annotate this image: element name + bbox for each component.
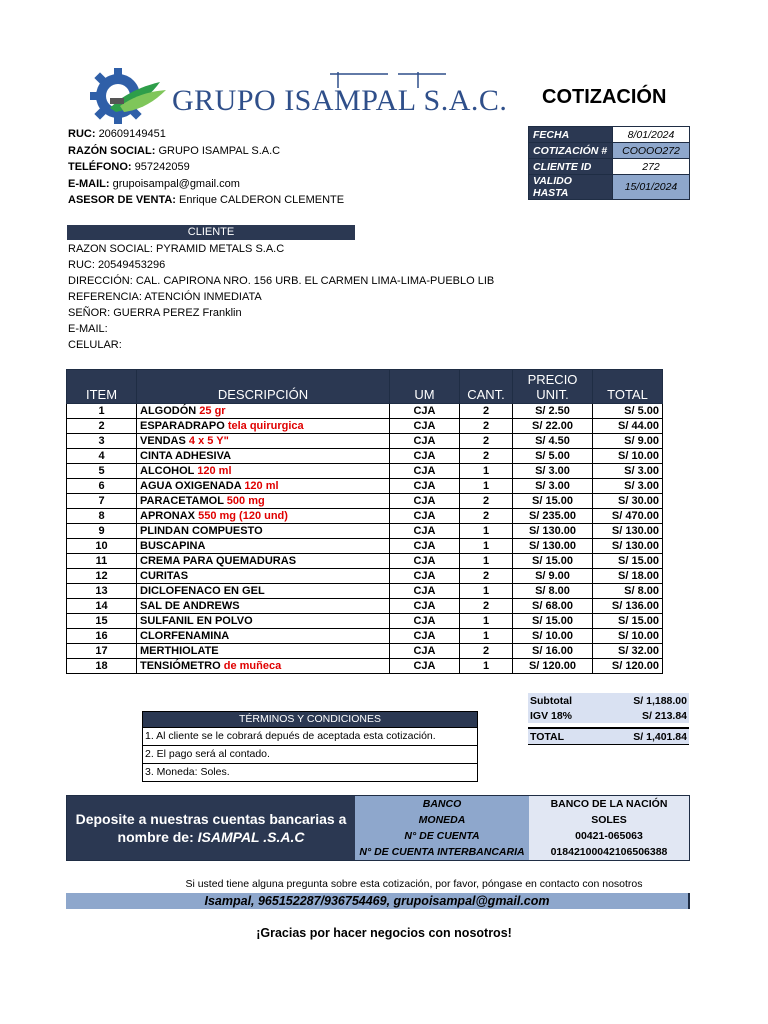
- razon-line: RAZÓN SOCIAL: GRUPO ISAMPAL S.A.C: [68, 144, 281, 157]
- item-cant: 1: [460, 479, 513, 494]
- item-total: S/ 3.00: [593, 464, 663, 479]
- bank-label: N° DE CUENTA INTERBANCARIA: [359, 846, 525, 858]
- item-total: S/ 30.00: [593, 494, 663, 509]
- item-um: CJA: [390, 434, 460, 449]
- item-precio: S/ 3.00: [513, 479, 593, 494]
- item-precio: S/ 3.00: [513, 464, 593, 479]
- item-number: 9: [67, 524, 137, 539]
- item-um: CJA: [390, 509, 460, 524]
- contact-bar: Isampal, 965152287/936754469, grupoisampal@gmail.com: [66, 893, 690, 909]
- table-row: [67, 569, 663, 584]
- item-description: CLORFENAMINA: [137, 629, 390, 644]
- item-um: CJA: [390, 569, 460, 584]
- item-description: DICLOFENACO EN GEL: [137, 584, 390, 599]
- item-number: 17: [67, 644, 137, 659]
- item-cant: 2: [460, 404, 513, 419]
- item-precio: S/ 2.50: [513, 404, 593, 419]
- bank-label: MONEDA: [418, 814, 466, 826]
- item-number: 1: [67, 404, 137, 419]
- client-line: DIRECCIÓN: CAL. CAPIRONA NRO. 156 URB. EL CARMEN LIMA-LIMA-PUEBLO LIB: [68, 275, 495, 287]
- item-number: 2: [67, 419, 137, 434]
- item-total: S/ 9.00: [593, 434, 663, 449]
- item-description: CINTA ADHESIVA: [137, 449, 390, 464]
- item-um: CJA: [390, 494, 460, 509]
- item-total: S/ 3.00: [593, 479, 663, 494]
- item-number: 14: [67, 599, 137, 614]
- meta-row: CLIENTE ID 272: [529, 159, 690, 175]
- item-cant: 2: [460, 644, 513, 659]
- item-um: CJA: [390, 644, 460, 659]
- logo-text: GRUPO ISAMPAL S.A.C.: [172, 84, 508, 117]
- item-description: ESPARADRAPO tela quirurgica: [137, 419, 390, 434]
- company-info: [68, 126, 344, 209]
- gear-logo-icon: [80, 68, 180, 124]
- item-description: CREMA PARA QUEMADURAS: [137, 554, 390, 569]
- item-total: S/ 10.00: [593, 629, 663, 644]
- item-um: CJA: [390, 629, 460, 644]
- item-precio: S/ 68.00: [513, 599, 593, 614]
- item-description: CURITAS: [137, 569, 390, 584]
- item-um: CJA: [390, 449, 460, 464]
- subtotal-row: Subtotal S/ 1,188.00: [530, 694, 687, 707]
- document-title: COTIZACIÓN: [542, 86, 667, 108]
- item-precio: S/ 22.00: [513, 419, 593, 434]
- table-row: [67, 509, 663, 524]
- item-total: S/ 10.00: [593, 449, 663, 464]
- item-total: S/ 120.00: [593, 659, 663, 674]
- item-total: S/ 32.00: [593, 644, 663, 659]
- meta-row: FECHA 8/01/2024: [529, 127, 690, 143]
- item-number: 12: [67, 569, 137, 584]
- item-total: S/ 8.00: [593, 584, 663, 599]
- item-description: AGUA OXIGENADA 120 ml: [137, 479, 390, 494]
- table-row: [67, 464, 663, 479]
- item-description: SULFANIL EN POLVO: [137, 614, 390, 629]
- item-cant: 2: [460, 434, 513, 449]
- ruc-line: RUC: 20609149451: [68, 128, 166, 140]
- bank-label: BANCO: [422, 798, 462, 810]
- item-description: ALGODÓN 25 gr: [137, 404, 390, 419]
- item-um: CJA: [390, 539, 460, 554]
- table-row: [67, 644, 663, 659]
- item-cant: 2: [460, 449, 513, 464]
- item-um: CJA: [390, 419, 460, 434]
- terms-box: [142, 711, 478, 782]
- item-number: 10: [67, 539, 137, 554]
- item-total: S/ 15.00: [593, 614, 663, 629]
- item-number: 6: [67, 479, 137, 494]
- col-um: UM: [390, 370, 460, 404]
- item-cant: 2: [460, 509, 513, 524]
- client-line: RAZON SOCIAL: PYRAMID METALS S.A.C: [68, 243, 285, 255]
- item-cant: 2: [460, 419, 513, 434]
- item-cant: 1: [460, 629, 513, 644]
- item-description: APRONAX 550 mg (120 und): [137, 509, 390, 524]
- bank-values: [529, 796, 689, 860]
- asesor-line: ASESOR DE VENTA: Enrique CALDERON CLEMENTE: [68, 194, 345, 206]
- item-precio: S/ 4.50: [513, 434, 593, 449]
- item-precio: S/ 10.00: [513, 629, 593, 644]
- table-row: [67, 524, 663, 539]
- item-cant: 2: [460, 599, 513, 614]
- item-um: CJA: [390, 404, 460, 419]
- email-line: E-MAIL: grupoisampal@gmail.com: [68, 177, 240, 190]
- igv-row: IGV 18% S/ 213.84: [530, 709, 687, 722]
- item-um: CJA: [390, 599, 460, 614]
- item-total: S/ 130.00: [593, 539, 663, 554]
- item-number: 3: [67, 434, 137, 449]
- item-number: 16: [67, 629, 137, 644]
- item-cant: 1: [460, 464, 513, 479]
- item-precio: S/ 15.00: [513, 554, 593, 569]
- items-table: [66, 369, 663, 674]
- item-description: TENSIÓMETRO de muñeca: [137, 659, 390, 674]
- item-precio: S/ 15.00: [513, 614, 593, 629]
- table-row: [67, 584, 663, 599]
- item-precio: S/ 120.00: [513, 659, 593, 674]
- item-cant: 2: [460, 494, 513, 509]
- item-precio: S/ 5.00: [513, 449, 593, 464]
- item-number: 13: [67, 584, 137, 599]
- item-total: S/ 130.00: [593, 524, 663, 539]
- table-row: [67, 419, 663, 434]
- item-um: CJA: [390, 584, 460, 599]
- meta-row: COTIZACIÓN # COOOO272: [529, 143, 690, 159]
- item-cant: 1: [460, 524, 513, 539]
- totals-table: [528, 693, 689, 745]
- item-description: PARACETAMOL 500 mg: [137, 494, 390, 509]
- table-row: [67, 494, 663, 509]
- item-total: S/ 44.00: [593, 419, 663, 434]
- contact-note: Si usted tiene alguna pregunta sobre esta cotización, por favor, póngase en contacto con nosotros: [185, 878, 643, 890]
- item-description: ALCOHOL 120 ml: [137, 464, 390, 479]
- bank-value: 01842100042106506388: [550, 846, 668, 858]
- col-item: ITEM: [67, 370, 137, 404]
- item-cant: 2: [460, 569, 513, 584]
- col-precio: PRECIO UNIT.: [513, 370, 593, 404]
- col-descripcion: DESCRIPCIÓN: [137, 370, 390, 404]
- item-um: CJA: [390, 554, 460, 569]
- item-um: CJA: [390, 659, 460, 674]
- item-number: 5: [67, 464, 137, 479]
- item-um: CJA: [390, 524, 460, 539]
- bank-info: [66, 795, 690, 861]
- item-description: SAL DE ANDREWS: [137, 599, 390, 614]
- quote-meta-table: [528, 126, 690, 200]
- item-cant: 1: [460, 584, 513, 599]
- table-row: [67, 404, 663, 419]
- table-row: [67, 614, 663, 629]
- item-total: S/ 5.00: [593, 404, 663, 419]
- item-cant: 1: [460, 539, 513, 554]
- table-row: [67, 554, 663, 569]
- col-total: TOTAL: [593, 370, 663, 404]
- table-row: [67, 659, 663, 674]
- client-info: [68, 241, 494, 353]
- item-description: VENDAS 4 x 5 Y": [137, 434, 390, 449]
- item-number: 8: [67, 509, 137, 524]
- item-number: 4: [67, 449, 137, 464]
- item-cant: 1: [460, 554, 513, 569]
- item-precio: S/ 16.00: [513, 644, 593, 659]
- total-row: TOTAL S/ 1,401.84: [528, 728, 689, 745]
- item-precio: S/ 235.00: [513, 509, 593, 524]
- item-um: CJA: [390, 464, 460, 479]
- item-description: PLINDAN COMPUESTO: [137, 524, 390, 539]
- bank-value: 00421-065063: [575, 830, 643, 842]
- item-number: 18: [67, 659, 137, 674]
- items-body: [67, 404, 663, 674]
- bank-value: BANCO DE LA NACIÓN: [550, 798, 668, 810]
- company-logo: [80, 68, 508, 124]
- bank-value: SOLES: [591, 814, 627, 826]
- item-total: S/ 18.00: [593, 569, 663, 584]
- table-row: [67, 629, 663, 644]
- table-row: [67, 434, 663, 449]
- meta-row: VALIDO HASTA 15/01/2024: [529, 175, 690, 200]
- bank-deposit-text: Deposite a nuestras cuentas bancarias a nombre de: ISAMPAL .S.A.C: [67, 796, 355, 860]
- item-description: MERTHIOLATE: [137, 644, 390, 659]
- item-precio: S/ 8.00: [513, 584, 593, 599]
- table-row: [67, 449, 663, 464]
- item-number: 11: [67, 554, 137, 569]
- item-total: S/ 136.00: [593, 599, 663, 614]
- terms-line: 3. Moneda: Soles.: [143, 763, 477, 781]
- table-row: [67, 599, 663, 614]
- terms-line: 2. El pago será al contado.: [143, 745, 477, 763]
- col-cant: CANT.: [460, 370, 513, 404]
- telefono-line: TELÉFONO: 957242059: [68, 161, 190, 173]
- table-row: [67, 479, 663, 494]
- client-line: REFERENCIA: ATENCIÓN INMEDIATA: [68, 291, 262, 303]
- item-number: 7: [67, 494, 137, 509]
- item-total: S/ 15.00: [593, 554, 663, 569]
- client-line: CELULAR:: [68, 339, 122, 351]
- client-header: CLIENTE: [67, 225, 355, 240]
- bank-label: N° DE CUENTA: [404, 830, 480, 842]
- item-cant: 1: [460, 659, 513, 674]
- thanks-message: ¡Gracias por hacer negocios con nosotros!: [256, 926, 512, 940]
- item-precio: S/ 130.00: [513, 524, 593, 539]
- item-cant: 1: [460, 614, 513, 629]
- client-line: RUC: 20549453296: [68, 259, 166, 271]
- items-header-row: [67, 370, 663, 404]
- item-um: CJA: [390, 479, 460, 494]
- item-precio: S/ 9.00: [513, 569, 593, 584]
- table-row: [67, 539, 663, 554]
- item-description: BUSCAPINA: [137, 539, 390, 554]
- item-um: CJA: [390, 614, 460, 629]
- terms-header: TÉRMINOS Y CONDICIONES: [143, 712, 477, 727]
- item-total: S/ 470.00: [593, 509, 663, 524]
- bank-labels: [355, 796, 529, 860]
- item-number: 15: [67, 614, 137, 629]
- crane-icon: [328, 70, 448, 90]
- item-precio: S/ 130.00: [513, 539, 593, 554]
- client-line: E-MAIL:: [68, 323, 108, 335]
- terms-line: 1. Al cliente se le cobrará depués de aceptada esta cotización.: [143, 727, 477, 745]
- client-line: SEÑOR: GUERRA PEREZ Franklin: [68, 307, 242, 319]
- item-precio: S/ 15.00: [513, 494, 593, 509]
